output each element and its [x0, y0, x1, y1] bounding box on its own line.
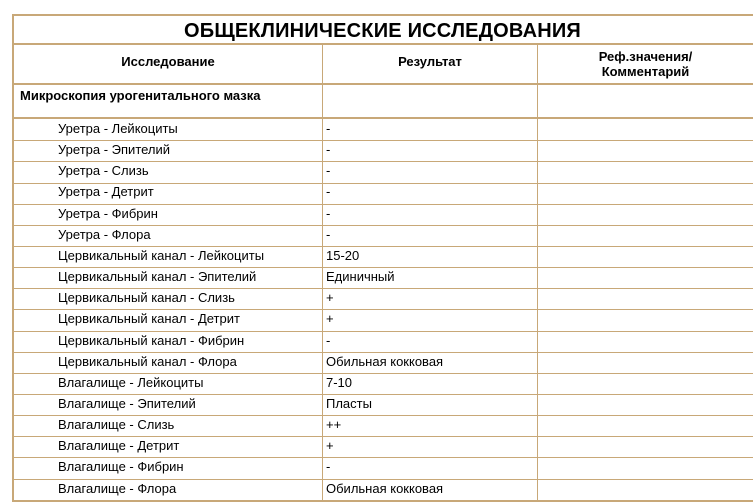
- row-result: -: [326, 459, 331, 475]
- row-test-name: Уретра - Лейкоциты: [58, 121, 178, 136]
- page-title: ОБЩЕКЛИНИЧЕСКИЕ ИССЛЕДОВАНИЯ: [183, 20, 582, 42]
- row-test-name: Влагалище - Фибрин: [58, 459, 184, 475]
- row-result: -: [326, 121, 331, 136]
- row-test-name: Влагалище - Детрит: [58, 438, 180, 454]
- column-header-reference-line1: Реф.значения/: [598, 49, 693, 64]
- row-result: +: [326, 311, 334, 327]
- row-test-name: Цервикальный канал - Флора: [58, 353, 237, 369]
- row-result: -: [326, 163, 331, 179]
- row-result: -: [326, 205, 331, 221]
- column-header-reference-line2: Комментарий: [601, 64, 690, 79]
- table-border-left: [12, 14, 14, 502]
- row-result: Единичный: [326, 269, 395, 284]
- row-test-name: Влагалище - Слизь: [58, 417, 175, 433]
- row-result: -: [326, 142, 331, 158]
- row-test-name: Уретра - Эпителий: [58, 142, 171, 158]
- row-test-name: Цервикальный канал - Эпителий: [58, 269, 257, 284]
- section-title: Микроскопия урогенитального мазка: [20, 88, 261, 103]
- column-header-test: Исследование: [121, 54, 215, 69]
- row-result: +: [326, 290, 334, 306]
- column-divider-2: [537, 44, 538, 502]
- row-test-name: Уретра - Флора: [58, 226, 151, 242]
- row-result: 15-20: [326, 247, 360, 263]
- row-test-name: Уретра - Фибрин: [58, 205, 158, 221]
- row-result: +: [326, 438, 334, 454]
- column-header-reference: [538, 49, 753, 79]
- row-result: Пласты: [326, 395, 372, 411]
- row-result: -: [326, 184, 331, 200]
- row-test-name: Цервикальный канал - Лейкоциты: [58, 247, 265, 263]
- header-divider: [12, 83, 753, 85]
- row-result: -: [326, 332, 331, 348]
- row-result: ++: [326, 417, 342, 433]
- row-test-name: Цервикальный канал - Фибрин: [58, 332, 245, 348]
- row-result: -: [326, 226, 331, 242]
- row-test-name: Цервикальный канал - Детрит: [58, 311, 240, 327]
- row-test-name: Уретра - Детрит: [58, 184, 154, 200]
- row-test-name: Влагалище - Лейкоциты: [58, 374, 204, 390]
- row-test-name: Уретра - Слизь: [58, 163, 149, 179]
- row-test-name: Цервикальный канал - Слизь: [58, 290, 235, 306]
- row-result: 7-10: [326, 374, 353, 390]
- row-test-name: Влагалище - Флора: [58, 480, 177, 496]
- row-result: Обильная кокковая: [326, 353, 444, 369]
- column-header-result: Результат: [398, 54, 462, 69]
- row-result: Обильная кокковая: [326, 480, 444, 496]
- column-divider-1: [322, 44, 323, 502]
- row-test-name: Влагалище - Эпителий: [58, 395, 196, 411]
